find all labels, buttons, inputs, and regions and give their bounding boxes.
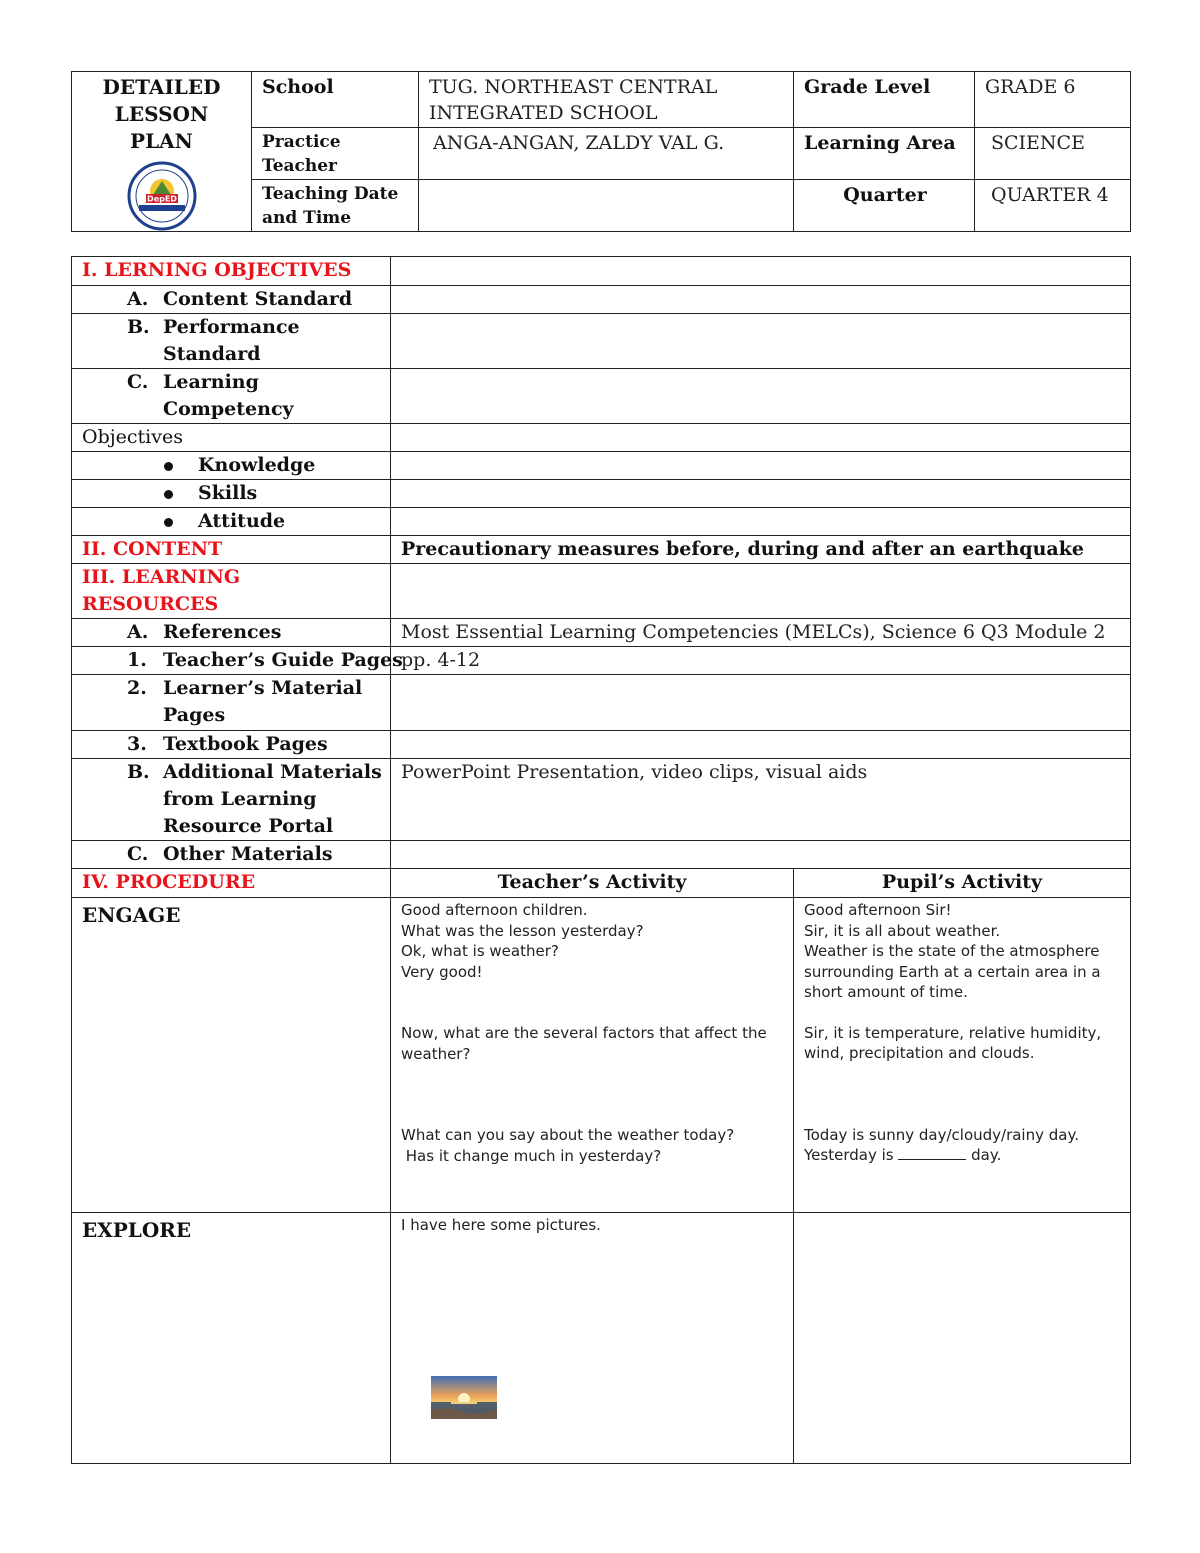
table-row (72, 869, 1131, 898)
table-row (72, 508, 1131, 536)
teacher-label-line: Practice (262, 132, 341, 153)
teacher-label-cell (252, 128, 419, 180)
date-label-cell (252, 180, 419, 232)
table-row (72, 619, 1131, 647)
content-standard-label: Content Standard (163, 288, 353, 310)
area-label: Learning Area (804, 132, 956, 155)
list-marker: B. (127, 761, 150, 783)
attitude-label: Attitude (198, 510, 286, 532)
table-row (72, 536, 1131, 564)
references-value: Most Essential Learning Competencies (MELCs), Science 6 Q3 Module 2 (391, 619, 1131, 647)
grade-label-cell (794, 72, 975, 128)
teacher-activity-header: Teacher’s Activity (391, 869, 794, 898)
table-row (72, 452, 1131, 480)
teachers-guide-label-cell (72, 647, 403, 675)
procedure-heading: IV. PROCEDURE (72, 869, 391, 898)
performance-standard-label-line: Standard (163, 343, 261, 365)
teacher-value: ANGA-ANGAN, ZALDY VAL G. (433, 132, 725, 155)
dlp-title-line: PLAN (130, 129, 193, 153)
empty-cell (391, 508, 1131, 536)
resources-heading-line: III. LEARNING (82, 566, 241, 588)
empty-cell (391, 257, 1131, 286)
explore-pupil-cell (794, 1213, 1131, 1464)
learning-competency-label: Learning Competency (163, 371, 294, 420)
other-materials-label: Other Materials (163, 843, 333, 865)
table-row (72, 564, 1131, 619)
answer-suffix: day. (966, 1146, 1002, 1164)
answer-prefix: Yesterday is (804, 1146, 899, 1164)
engage-pupil-cell (794, 898, 1131, 1213)
table-row (72, 257, 1131, 286)
references-label: References (163, 621, 282, 643)
textbook-label: Textbook Pages (163, 733, 328, 755)
area-value: SCIENCE (991, 132, 1085, 155)
content-standard-label-cell (72, 286, 391, 314)
table-row (72, 480, 1131, 508)
grade-label: Grade Level (804, 76, 931, 98)
knowledge-cell (72, 452, 391, 480)
content-standard-value (391, 286, 1131, 314)
table-row (72, 647, 1131, 675)
additional-materials-label-line: from Learning (163, 788, 317, 810)
explore-teacher-cell (391, 1213, 794, 1464)
list-marker: A. (127, 621, 149, 643)
teachers-guide-value: pp. 4-12 (391, 647, 1131, 675)
engage-teacher-cell (391, 898, 794, 1213)
resources-heading-line: RESOURCES (82, 593, 219, 615)
activity-line: Has it change much in yesterday? (401, 1146, 662, 1165)
list-marker: 3. (127, 733, 147, 755)
objectives-heading: I. LERNING OBJECTIVES (72, 257, 391, 286)
date-label-line: and Time (262, 208, 352, 229)
list-marker: C. (127, 371, 149, 393)
additional-materials-label-line: Additional Materials (163, 761, 382, 783)
textbook-value (391, 731, 1131, 759)
quarter-label: Quarter (843, 184, 927, 207)
learners-material-label-cell (72, 675, 391, 731)
seal-text: DepED (146, 194, 177, 204)
activity-line: Ok, what is weather? (401, 942, 559, 960)
date-label-line: Teaching Date (262, 184, 399, 205)
table-row (72, 675, 1131, 731)
school-label-cell (252, 72, 419, 128)
school-value-cell (419, 72, 794, 128)
table-row (72, 759, 1131, 841)
empty-cell (391, 424, 1131, 452)
list-marker: 2. (127, 677, 147, 699)
objectives-label: Objectives (72, 424, 391, 452)
table-row (72, 369, 1131, 424)
answer-blank (898, 1145, 966, 1160)
quarter-label-cell (794, 180, 975, 232)
performance-standard-label-cell (72, 314, 391, 369)
table-row (72, 286, 1131, 314)
quarter-value-cell (975, 180, 1131, 232)
table-row (72, 424, 1131, 452)
learners-material-value (391, 675, 1131, 731)
additional-materials-label-line: Resource Portal (163, 815, 334, 837)
table-row (72, 898, 1131, 1213)
engage-label: ENGAGE (72, 898, 391, 1213)
dlp-title-cell (72, 72, 252, 232)
textbook-label-cell (72, 731, 391, 759)
table-row (72, 841, 1131, 869)
activity-line: Good afternoon children. (401, 901, 588, 919)
school-value-line: INTEGRATED SCHOOL (429, 102, 658, 124)
list-marker: A. (127, 288, 149, 310)
knowledge-label: Knowledge (198, 454, 316, 476)
resources-heading-cell (72, 564, 391, 619)
performance-standard-value (391, 314, 1131, 369)
empty-cell (391, 564, 1131, 619)
attitude-cell (72, 508, 391, 536)
content-value: Precautionary measures before, during and after an earthquake (391, 536, 1131, 564)
explore-label: EXPLORE (72, 1213, 391, 1464)
activity-line: Sir, it is temperature, relative humidity, wind, precipitation and clouds. (804, 1023, 1102, 1062)
teacher-value-cell (419, 128, 794, 180)
other-materials-value (391, 841, 1131, 869)
list-marker: B. (127, 316, 150, 338)
date-value-cell (419, 180, 794, 232)
bullet-icon (162, 452, 198, 479)
additional-materials-label-cell (72, 759, 391, 841)
activity-line (804, 1145, 1122, 1166)
table-row (72, 731, 1131, 759)
activity-line: Very good! (401, 962, 483, 981)
activity-line: Now, what are the several factors that affect the weather? (401, 1024, 767, 1063)
other-materials-label-cell (72, 841, 391, 869)
school-value-line: TUG. NORTHEAST CENTRAL (429, 76, 718, 98)
dlp-title-line: DETAILED (102, 75, 221, 99)
activity-line: What was the lesson yesterday? (401, 921, 644, 940)
area-value-cell (975, 128, 1131, 180)
table-row (72, 1213, 1131, 1464)
learning-competency-value (391, 369, 1131, 424)
activity-line: Good afternoon Sir! (804, 901, 952, 919)
list-marker: C. (127, 843, 149, 865)
activity-line: What can you say about the weather today? (401, 1126, 735, 1144)
deped-seal-logo (127, 161, 197, 231)
lesson-plan-table (71, 256, 1131, 1464)
skills-cell (72, 480, 391, 508)
grade-value: GRADE 6 (985, 76, 1076, 98)
learning-competency-label-cell (72, 369, 391, 424)
content-heading: II. CONTENT (72, 536, 391, 564)
learners-material-label-line: Learner’s Material (163, 677, 363, 699)
table-row (72, 314, 1131, 369)
skills-label: Skills (198, 482, 258, 504)
list-marker: 1. (127, 649, 147, 671)
sunset-picture (431, 1376, 497, 1419)
bullet-icon (162, 508, 198, 535)
activity-line: Today is sunny day/cloudy/rainy day. (804, 1125, 1079, 1144)
activity-line: Weather is the state of the atmosphere surrounding Earth at a certain area in a short amount of time. (804, 942, 1101, 1001)
activity-line: I have here some pictures. (401, 1216, 601, 1234)
teachers-guide-label: Teacher’s Guide Pages (163, 649, 403, 671)
performance-standard-label-line: Performance (163, 316, 300, 338)
additional-materials-value: PowerPoint Presentation, video clips, visual aids (391, 759, 1131, 841)
learners-material-label-line: Pages (163, 704, 226, 726)
grade-value-cell (975, 72, 1131, 128)
header-table (71, 71, 1131, 232)
pupil-activity-header: Pupil’s Activity (794, 869, 1131, 898)
quarter-value: QUARTER 4 (991, 184, 1109, 207)
activity-line: Sir, it is all about weather. (804, 921, 1001, 940)
empty-cell (391, 452, 1131, 480)
empty-cell (391, 480, 1131, 508)
area-label-cell (794, 128, 975, 180)
references-label-cell (72, 619, 391, 647)
school-label: School (262, 76, 334, 98)
teacher-label-line: Teacher (262, 156, 338, 177)
dlp-title-line: LESSON (114, 102, 209, 126)
bullet-icon (162, 480, 198, 507)
